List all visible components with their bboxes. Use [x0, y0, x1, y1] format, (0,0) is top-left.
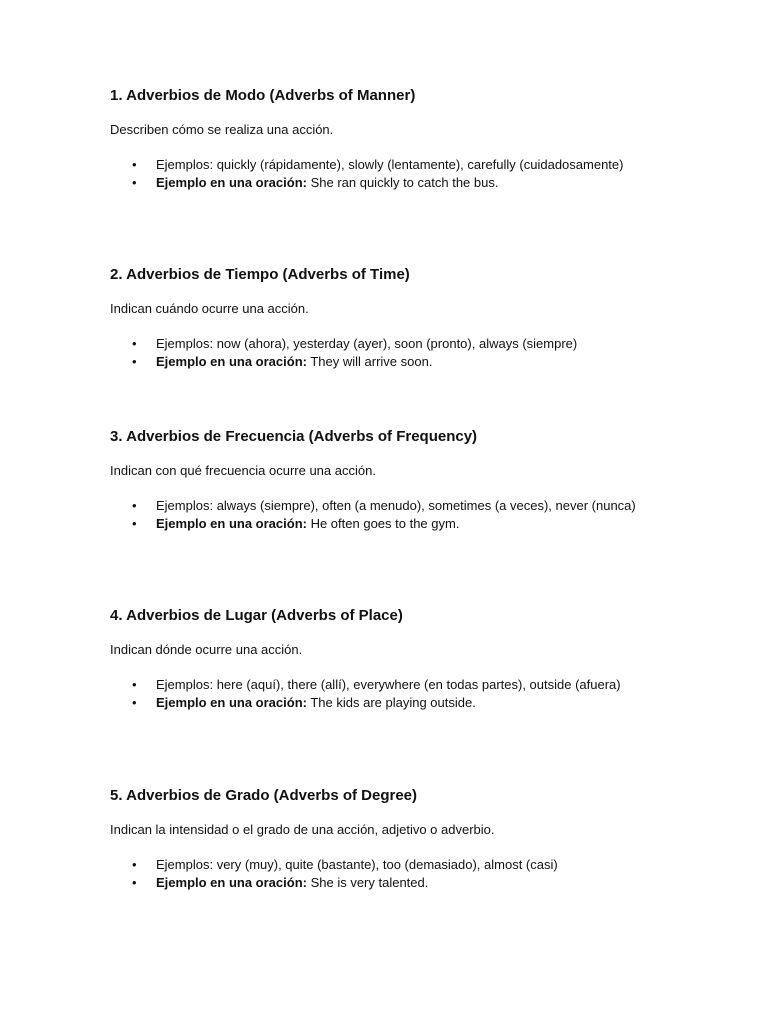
sentence-label: Ejemplo en una oración: — [156, 695, 307, 710]
list-item-sentence — [110, 694, 650, 712]
sentence-label: Ejemplo en una oración: — [156, 175, 307, 190]
section-adverbs-of-frequency — [110, 427, 650, 533]
list-item-sentence — [110, 353, 650, 371]
section-description: Indican la intensidad o el grado de una acción, adjetivo o adverbio. — [110, 822, 495, 837]
section-adverbs-of-place — [110, 606, 650, 712]
bullet-icon: • — [132, 336, 137, 351]
section-description: Indican con qué frecuencia ocurre una acción. — [110, 463, 376, 478]
bullet-icon: • — [132, 875, 137, 890]
section-adverbs-of-degree — [110, 786, 650, 892]
sentence-label: Ejemplo en una oración: — [156, 354, 307, 369]
sentence-text: She is very talented. — [306, 875, 429, 890]
bullet-list — [110, 335, 650, 371]
bullet-icon: • — [132, 857, 137, 872]
list-item-sentence — [110, 874, 650, 892]
bullet-icon: • — [132, 516, 137, 531]
sentence-text: She ran quickly to catch the bus. — [306, 175, 499, 190]
list-item-examples — [110, 335, 650, 353]
section-description: Indican cuándo ocurre una acción. — [110, 301, 309, 316]
list-item-sentence — [110, 174, 650, 192]
bullet-list — [110, 497, 650, 533]
list-item-examples — [110, 676, 650, 694]
bullet-icon: • — [132, 695, 137, 710]
section-description: Indican dónde ocurre una acción. — [110, 642, 303, 657]
section-description: Describen cómo se realiza una acción. — [110, 122, 334, 137]
examples-text: Ejemplos: quickly (rápidamente), slowly (lentamente), carefully (cuidadosamente) — [156, 157, 624, 172]
list-item-sentence — [110, 515, 650, 533]
section-heading: 2. Adverbios de Tiempo (Adverbs of Time) — [110, 266, 410, 283]
section-adverbs-of-time — [110, 265, 650, 371]
section-heading: 4. Adverbios de Lugar (Adverbs of Place) — [110, 607, 403, 624]
list-item-examples — [110, 497, 650, 515]
sentence-text: The kids are playing outside. — [306, 695, 476, 710]
section-heading: 3. Adverbios de Frecuencia (Adverbs of Frequency) — [110, 428, 478, 445]
list-item-examples — [110, 856, 650, 874]
bullet-list — [110, 856, 650, 892]
examples-text: Ejemplos: here (aquí), there (allí), everywhere (en todas partes), outside (afuera) — [156, 677, 621, 692]
sentence-text: They will arrive soon. — [306, 354, 433, 369]
section-heading: 1. Adverbios de Modo (Adverbs of Manner) — [110, 87, 416, 104]
list-item-examples — [110, 156, 650, 174]
examples-text: Ejemplos: now (ahora), yesterday (ayer), soon (pronto), always (siempre) — [156, 336, 578, 351]
examples-text: Ejemplos: always (siempre), often (a menudo), sometimes (a veces), never (nunca) — [156, 498, 636, 513]
bullet-list — [110, 676, 650, 712]
bullet-icon: • — [132, 157, 137, 172]
sentence-label: Ejemplo en una oración: — [156, 516, 307, 531]
bullet-list — [110, 156, 650, 192]
bullet-icon: • — [132, 677, 137, 692]
section-heading: 5. Adverbios de Grado (Adverbs of Degree) — [110, 787, 418, 804]
sentence-text: He often goes to the gym. — [306, 516, 460, 531]
bullet-icon: • — [132, 175, 137, 190]
examples-text: Ejemplos: very (muy), quite (bastante), too (demasiado), almost (casi) — [156, 857, 558, 872]
sentence-label: Ejemplo en una oración: — [156, 875, 307, 890]
section-adverbs-of-manner — [110, 86, 650, 192]
bullet-icon: • — [132, 498, 137, 513]
bullet-icon: • — [132, 354, 137, 369]
